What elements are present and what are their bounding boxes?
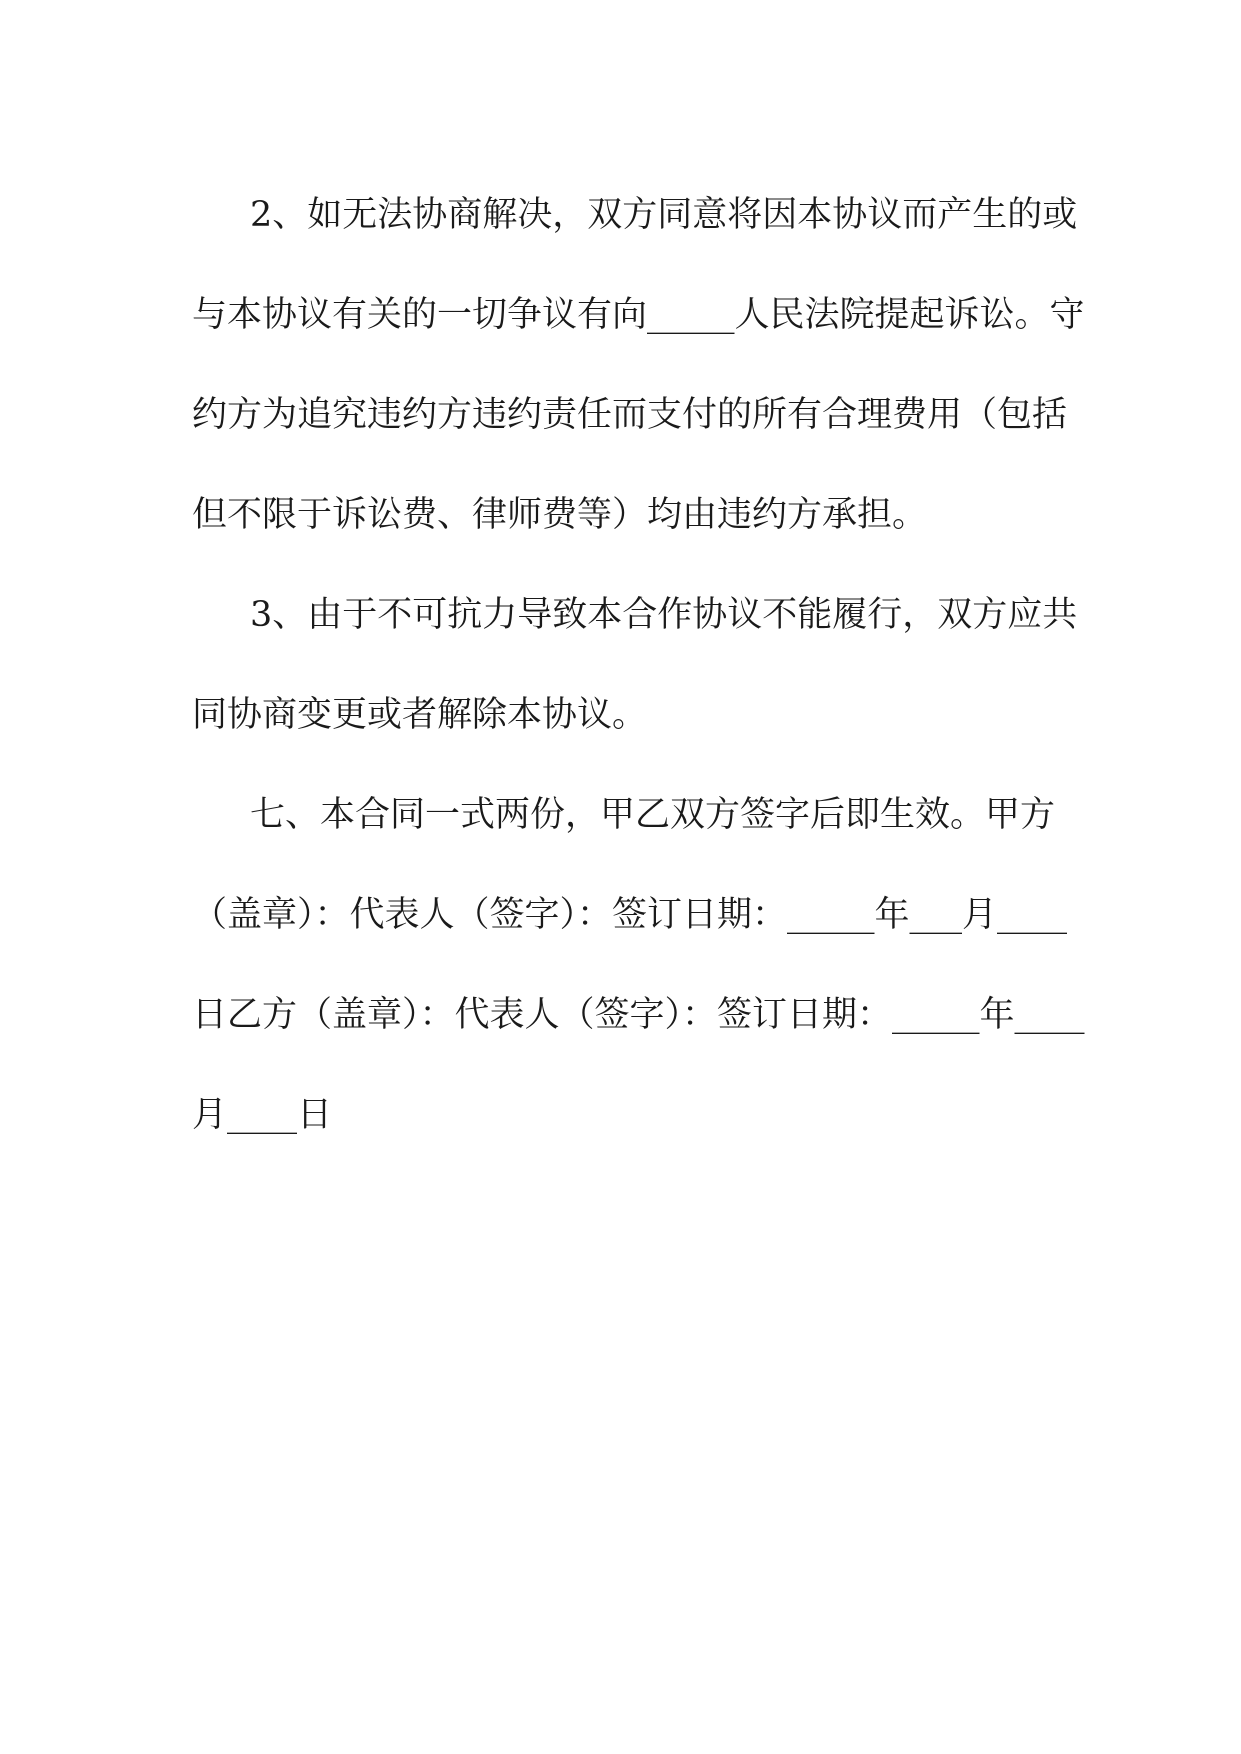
clause-2-line-1: 2、如无法协商解决，双方同意将因本协议而产生的或 [250,195,1078,235]
clause-3-line-2: 同协商变更或者解除本协议。 [192,695,648,735]
signature-date-end-line: 月____日 [192,1095,333,1135]
clause-2-line-2: 与本协议有关的一切争议有向_____人民法院提起诉讼。守 [192,295,1085,335]
signature-party-a-line: （盖章）：代表人（签字）：签订日期：_____年___月____ [192,895,1068,935]
document-body [192,165,1085,1165]
clause-2-line-3: 约方为追究违约方违约责任而支付的所有合理费用（包括 [192,395,1068,435]
clause-2-line-4: 但不限于诉讼费、律师费等）均由违约方承担。 [192,495,928,535]
clause-3-line-1: 3、由于不可抗力导致本合作协议不能履行，双方应共 [250,595,1078,635]
signature-party-b-line: 日乙方（盖章）：代表人（签字）：签订日期：_____年____ [192,995,1085,1035]
section-7-line-1: 七、本合同一式两份，甲乙双方签字后即生效。甲方 [250,795,1056,835]
